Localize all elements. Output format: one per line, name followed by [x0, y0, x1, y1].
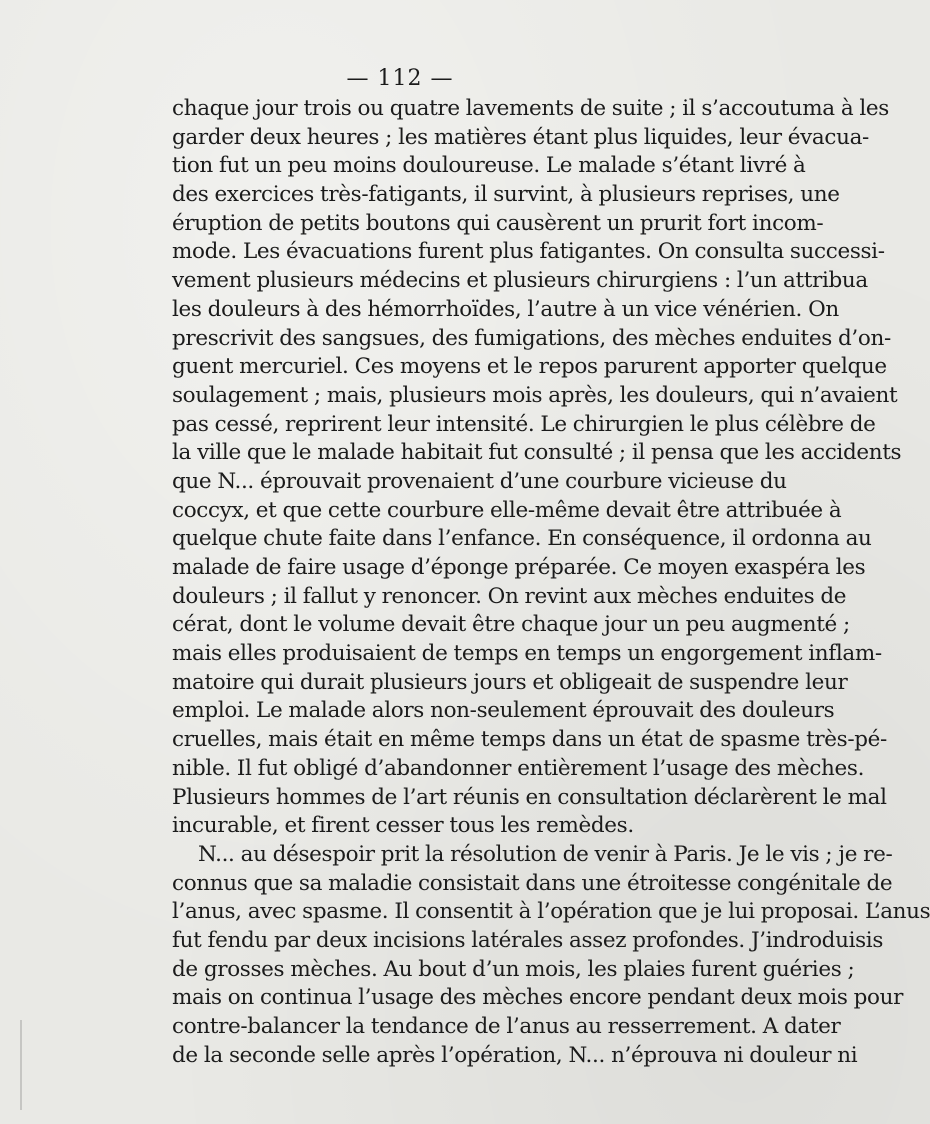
text-line: contre-balancer la tendance de l’anus au resserrement. A dater	[172, 1014, 841, 1039]
text-line: incurable, et firent cesser tous les remèdes.	[172, 813, 634, 839]
text-line: N... au désespoir prit la résolution de venir à Paris. Je le vis ; je re-	[198, 841, 893, 867]
text-line: mais elles produisaient de temps en temps un engorgement inflam-	[172, 641, 882, 667]
text-line: douleurs ; il fallut y renoncer. On revint aux mèches enduites de	[172, 583, 847, 609]
paragraph-1	[172, 95, 902, 841]
scan-margin-shadow	[20, 1020, 22, 1110]
text-line: l’anus, avec spasme. Il consentit à l’opération que je lui proposai. L’anus	[172, 899, 930, 925]
text-line: de la seconde selle après l’opération, N... n’éprouva ni douleur ni	[172, 1042, 858, 1068]
text-line: guent mercuriel. Ces moyens et le repos parurent apporter quelque	[172, 354, 887, 380]
text-line: coccyx, et que cette courbure elle-même devait être attribuée à	[172, 497, 842, 523]
text-line: les douleurs à des hémorrhoïdes, l’autre à un vice vénérien. On	[172, 296, 839, 322]
text-line: de grosses mèches. Au bout d’un mois, les plaies furent guéries ;	[172, 956, 855, 982]
body-text	[172, 95, 930, 1070]
text-line: éruption de petits boutons qui causèrent un prurit fort incom-	[172, 210, 824, 236]
text-line: que N... éprouvait provenaient d’une courbure vicieuse du	[172, 468, 787, 494]
text-line: matoire qui durait plusieurs jours et obligeait de suspendre leur	[172, 669, 848, 695]
text-line: des exercices très-fatigants, il survint, à plusieurs reprises, une	[172, 182, 840, 208]
text-line: mode. Les évacuations furent plus fatigantes. On consulta successi-	[172, 239, 885, 265]
text-line: chaque jour trois ou quatre lavements de suite ; il s’accoutuma à les	[172, 96, 889, 121]
text-line: garder deux heures ; les matières étant plus liquides, leur évacua-	[172, 124, 869, 150]
text-line: fut fendu par deux incisions latérales assez profondes. J’indroduisis	[172, 927, 883, 953]
paragraph-2	[172, 841, 930, 1071]
text-line: cruelles, mais était en même temps dans un état de spasme très-pé-	[172, 727, 887, 753]
text-line: Plusieurs hommes de l’art réunis en consultation déclarèrent le mal	[172, 784, 887, 810]
text-line: tion fut un peu moins douloureuse. Le malade s’étant livré à	[172, 153, 806, 179]
page-number: — 112 —	[346, 66, 454, 91]
text-line: prescrivit des sangsues, des fumigations, des mèches enduites d’on-	[172, 325, 891, 351]
text-line: vement plusieurs médecins et plusieurs chirurgiens : l’un attribua	[172, 268, 868, 294]
text-line: mais on continua l’usage des mèches encore pendant deux mois pour	[172, 985, 904, 1011]
text-line: pas cessé, reprirent leur intensité. Le chirurgien le plus célèbre de	[172, 411, 876, 437]
text-line: connus que sa maladie consistait dans une étroitesse congénitale de	[172, 870, 893, 896]
text-line: nible. Il fut obligé d’abandonner entièrement l’usage des mèches.	[172, 755, 865, 781]
text-line: cérat, dont le volume devait être chaque jour un peu augmenté ;	[172, 612, 850, 638]
text-line: la ville que le malade habitait fut consulté ; il pensa que les accidents	[172, 440, 902, 466]
text-line: quelque chute faite dans l’enfance. En conséquence, il ordonna au	[172, 526, 872, 552]
text-line: soulagement ; mais, plusieurs mois après, les douleurs, qui n’avaient	[172, 382, 898, 408]
text-line: malade de faire usage d’éponge préparée. Ce moyen exaspéra les	[172, 555, 866, 580]
text-line: emploi. Le malade alors non-seulement éprouvait des douleurs	[172, 698, 835, 724]
